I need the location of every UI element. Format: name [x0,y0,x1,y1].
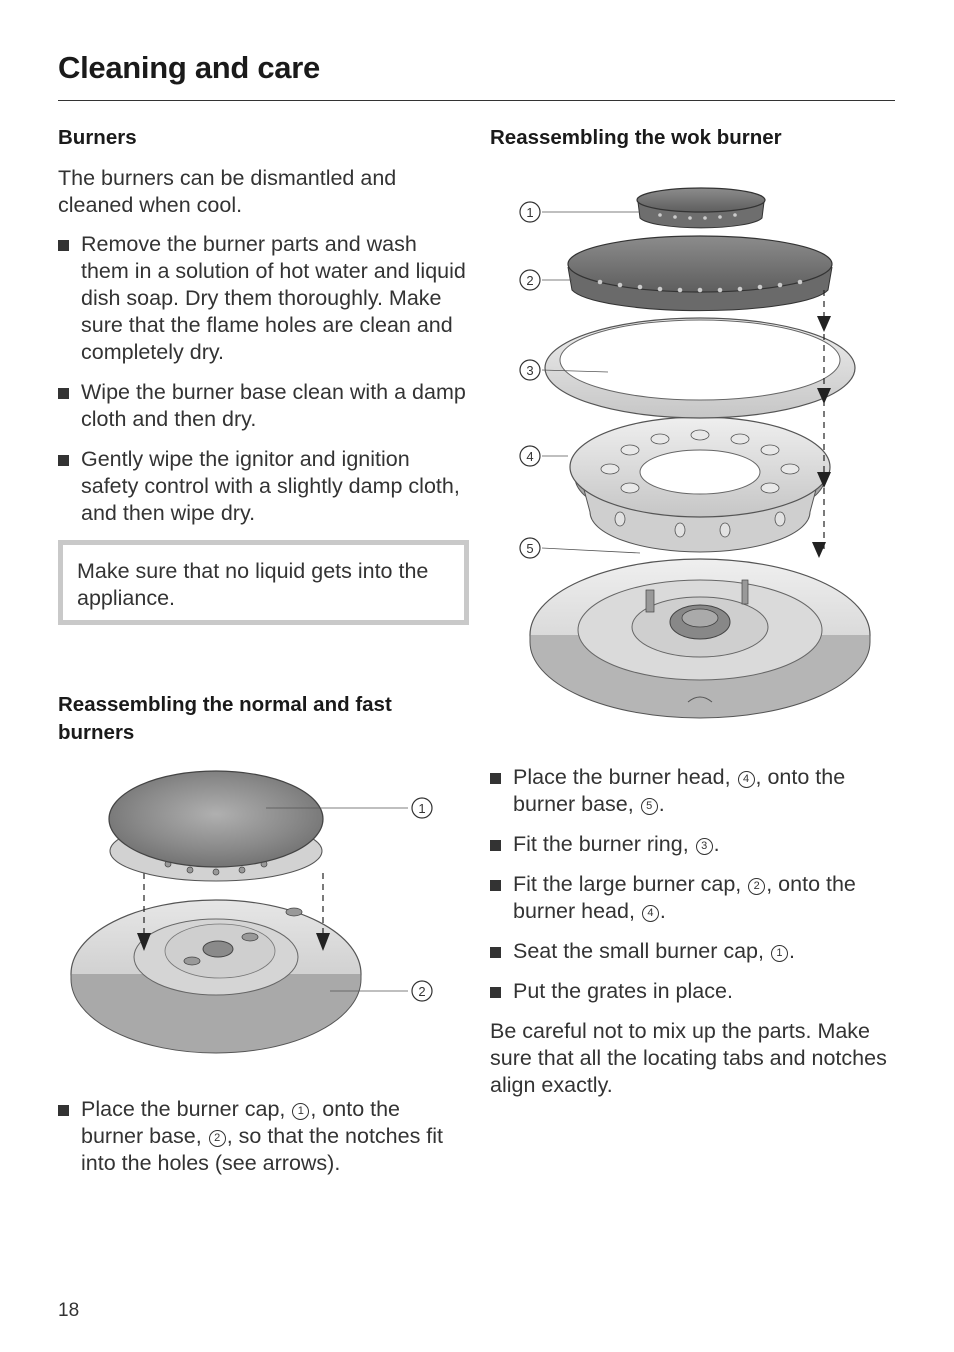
bullet-square-icon [490,987,501,998]
list-item: Gently wipe the ignitor and ignition safety control with a slightly damp cloth, and then wipe dry. [58,446,468,527]
note-box [58,540,469,625]
burners-intro: The burners can be dismantled and cleaned when cool. [58,166,397,217]
title-divider [58,100,895,101]
bullet-square-icon [490,880,501,891]
callout-ref-1: 1 [771,945,788,962]
wok-heading: Reassembling the wok burner [490,126,782,149]
wok-closing-note: Be careful not to mix up the parts. Make sure that all the locating tabs and notches align exactly. [490,1019,887,1097]
list-item: Remove the burner parts and wash them in a solution of hot water and liquid dish soap. Dry them thoroughly. Make sure that the flame holes are clean and completely dry. [58,231,468,366]
wok-burner-illustration [490,182,900,730]
left-column [58,124,468,1190]
list-item: Put the grates in place. [490,978,900,1005]
normal-burner-illustration [58,769,468,1074]
callout-ref-2: 2 [209,1130,226,1147]
note-text: Make sure that no liquid gets into the appliance. [77,559,429,610]
bullet-square-icon [58,455,69,466]
page-title: Cleaning and care [58,50,320,85]
list-item: Wipe the burner base clean with a damp cloth and then dry. [58,379,468,433]
wok-callout-2: 2 [526,273,534,288]
list-item: Place the burner cap, 1 , onto the burner base, 2 , so that the notches fit into the holes (see arrows). [58,1096,468,1177]
callout-ref-1: 1 [292,1103,309,1120]
callout-ref-2: 2 [748,878,765,895]
bullet-square-icon [490,947,501,958]
wok-callout-1: 1 [526,205,534,220]
figure-callout-2: 2 [418,984,426,999]
list-item: Place the burner head, 4 , onto the burner base, 5 . [490,764,900,818]
figure-callout-1: 1 [418,801,426,816]
page-number: 18 [58,1300,80,1321]
burners-heading: Burners [58,126,137,149]
normal-fast-heading: Reassembling the normal and fast burners [58,693,392,744]
normal-fast-steps [58,1096,468,1177]
wok-callout-3: 3 [526,363,534,378]
bullet-square-icon [490,773,501,784]
callout-ref-5: 5 [641,798,658,815]
bullet-square-icon [58,240,69,251]
right-column [490,124,900,1099]
bullet-square-icon [58,1105,69,1116]
callout-ref-4: 4 [642,905,659,922]
callout-ref-4: 4 [738,771,755,788]
callout-ref-3: 3 [696,838,713,855]
bullet-square-icon [490,840,501,851]
list-item: Fit the burner ring, 3 . [490,831,900,858]
wok-callout-5: 5 [526,541,534,556]
list-item: Seat the small burner cap, 1 . [490,938,900,965]
bullet-square-icon [58,388,69,399]
burner-cap-shape [109,771,323,867]
list-item: Fit the large burner cap, 2 , onto the burner head, 4 . [490,871,900,925]
burners-cleaning-list [58,231,468,527]
wok-callout-4: 4 [526,449,534,464]
wok-steps [490,764,900,1005]
